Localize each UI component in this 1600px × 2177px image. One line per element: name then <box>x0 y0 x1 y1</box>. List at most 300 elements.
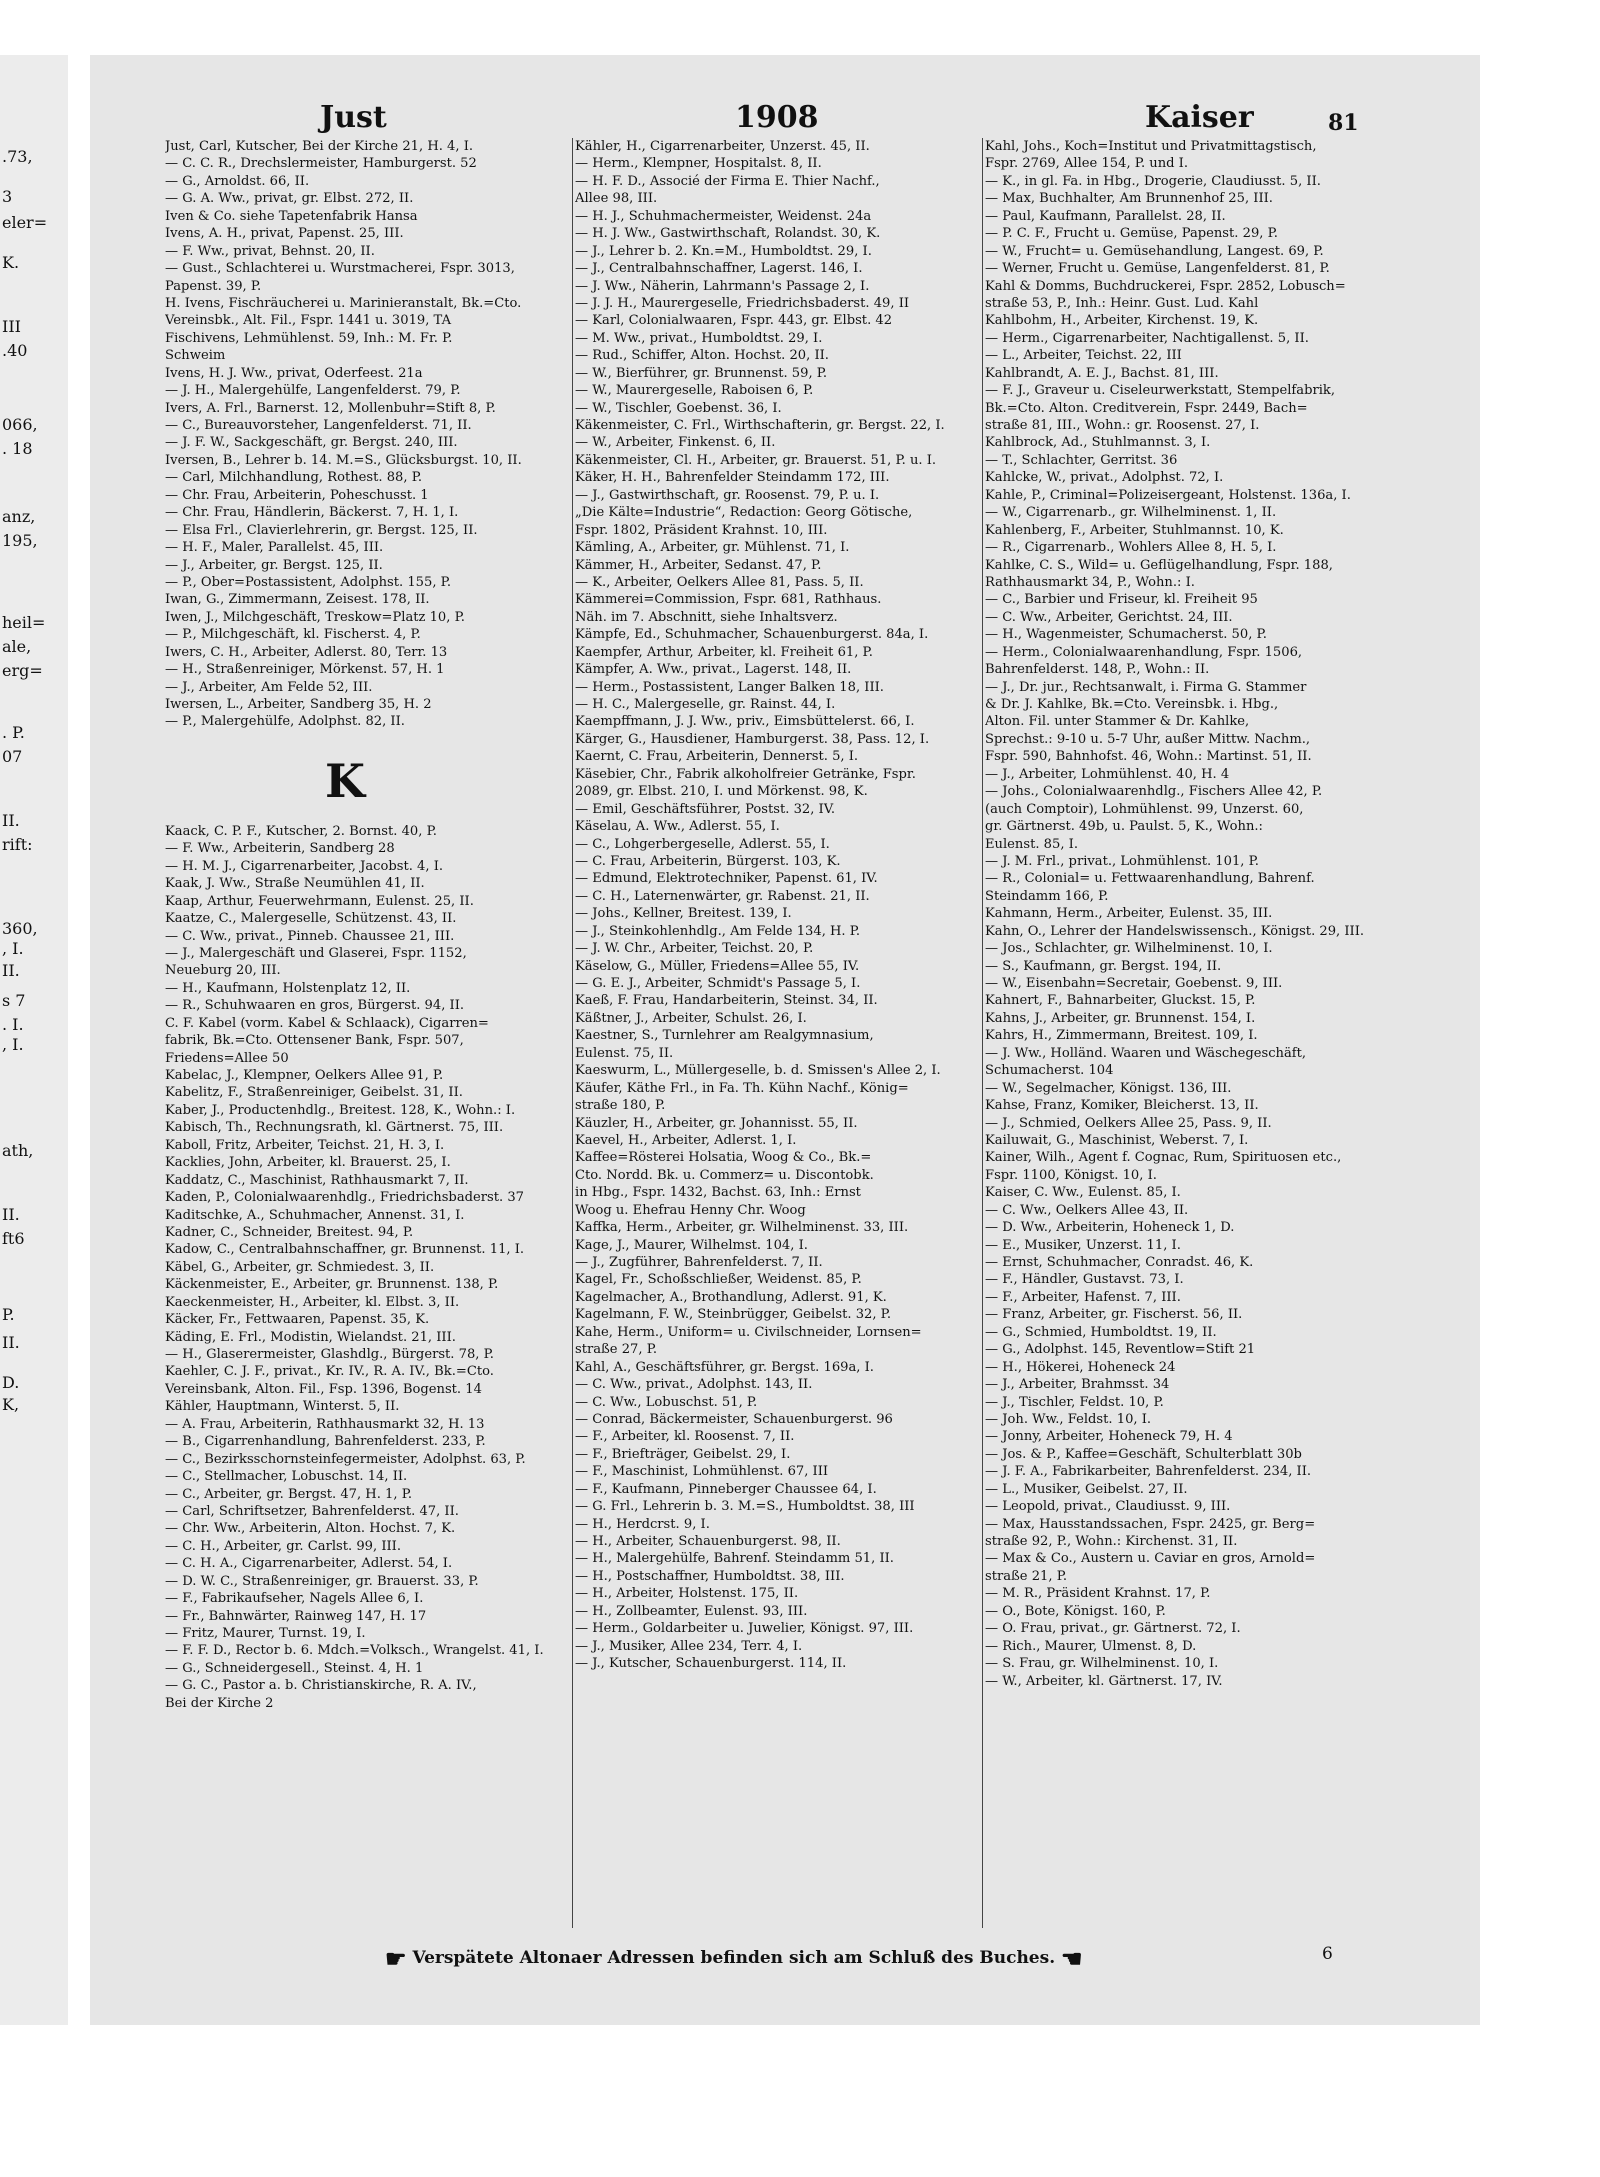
directory-entry: — S. Frau, gr. Wilhelminenst. 10, I. <box>985 1656 1219 1672</box>
directory-entry: — Werner, Frucht u. Gemüse, Langenfelderst. 81, P. <box>985 261 1330 277</box>
directory-entry: — J. W. Chr., Arbeiter, Teichst. 20, P. <box>575 941 814 957</box>
directory-entry: Kahns, J., Arbeiter, gr. Brunnenst. 154, I. <box>985 1010 1256 1026</box>
directory-entry: gr. Gärtnerst. 49b, u. Paulst. 5, K., Wohn.: <box>985 819 1263 835</box>
directory-entry: — W., Segelmacher, Königst. 136, III. <box>985 1080 1232 1096</box>
directory-entry: Bei der Kirche 2 <box>165 1695 274 1711</box>
directory-entry: — P. C. F., Frucht u. Gemüse, Papenst. 29, P. <box>985 226 1278 242</box>
directory-entry: — Paul, Kaufmann, Parallelst. 28, II. <box>985 208 1226 224</box>
directory-entry: — C. Frau, Arbeiterin, Bürgerst. 103, K. <box>575 853 841 869</box>
directory-entry: Ivens, A. H., privat, Papenst. 25, III. <box>165 226 404 242</box>
margin-fragment: , I. <box>2 1035 24 1054</box>
directory-entry: Käselow, G., Müller, Friedens=Allee 55, IV. <box>575 958 860 974</box>
directory-entry: straße 27, P. <box>575 1342 658 1358</box>
margin-fragment: , I. <box>2 939 24 958</box>
margin-fragment: ale, <box>2 637 32 656</box>
directory-entry: Vereinsbank, Alton. Fil., Fsp. 1396, Bogenst. 14 <box>165 1381 482 1397</box>
directory-entry: — K., in gl. Fa. in Hbg., Drogerie, Claudiusst. 5, II. <box>985 173 1321 189</box>
margin-fragment: erg= <box>2 661 43 680</box>
directory-entry: — F. J., Graveur u. Ciseleurwerkstatt, Stempelfabrik, <box>985 383 1336 399</box>
directory-entry: — Jonny, Arbeiter, Hoheneck 79, H. 4 <box>985 1429 1233 1445</box>
directory-entry: Vereinsbk., Alt. Fil., Fspr. 1441 u. 3019, TA <box>165 313 452 329</box>
directory-entry: — Chr. Ww., Arbeiterin, Alton. Hochst. 7, K. <box>165 1521 456 1537</box>
directory-entry: 2089, gr. Elbst. 210, I. und Mörkenst. 98, K. <box>575 784 868 800</box>
directory-entry: straße 21, P. <box>985 1568 1068 1584</box>
directory-entry: Käkenmeister, C. Frl., Wirthschafterin, gr. Bergst. 22, I. <box>575 418 945 433</box>
directory-entry: Kahlke, C. S., Wild= u. Geflügelhandlung, Fspr. 188, <box>985 557 1333 573</box>
directory-entry: — Herm., Postassistent, Langer Balken 18, III. <box>575 679 884 695</box>
directory-entry: — H. J., Schuhmachermeister, Weidenst. 24a <box>575 208 872 224</box>
directory-entry: — G. C., Pastor a. b. Christianskirche, R. A. IV., <box>165 1678 477 1694</box>
directory-entry: — E., Musiker, Unzerst. 11, I. <box>985 1237 1181 1253</box>
directory-entry: Papenst. 39, P. <box>165 278 262 294</box>
directory-entry: — H., Straßenreiniger, Mörkenst. 57, H. 1 <box>165 662 445 678</box>
margin-fragment: 195, <box>2 531 38 550</box>
directory-entry: Käufer, Käthe Frl., in Fa. Th. Kühn Nachf., König= <box>575 1080 909 1096</box>
directory-entry: Ivens, H. J. Ww., privat, Oderfeest. 21a <box>165 365 423 381</box>
directory-entry: — G., Adolphst. 145, Reventlow=Stift 21 <box>985 1342 1256 1358</box>
directory-entry: — C. Ww., Oelkers Allee 43, II. <box>985 1202 1189 1218</box>
directory-entry: Kagel, Fr., Schoßschließer, Weidenst. 85, P. <box>575 1272 862 1288</box>
directory-entry: Kage, J., Maurer, Wilhelmst. 104, I. <box>575 1237 808 1253</box>
directory-entry: Kaempfer, Arthur, Arbeiter, kl. Freiheit 61, P. <box>575 644 873 660</box>
directory-entry: — Rud., Schiffer, Alton. Hochst. 20, II. <box>575 348 829 364</box>
directory-entry: Iversen, B., Lehrer b. 14. M.=S., Glücksburgst. 10, II. <box>165 452 522 468</box>
directory-entry: Kaevel, H., Arbeiter, Adlerst. 1, I. <box>575 1132 797 1148</box>
directory-entry: — R., Colonial= u. Fettwaarenhandlung, Bahrenf. <box>985 871 1315 887</box>
margin-fragment: heil= <box>2 613 46 632</box>
directory-entry: & Dr. J. Kahlke, Bk.=Cto. Vereinsbk. i. Hbg., <box>985 697 1279 712</box>
directory-entry: Rathhausmarkt 34, P., Wohn.: I. <box>985 574 1195 590</box>
directory-entry: Kaeß, F. Frau, Handarbeiterin, Steinst. 34, II. <box>575 993 878 1009</box>
directory-entry: — Herm., Cigarrenarbeiter, Nachtigallenst. 5, II. <box>985 330 1309 346</box>
directory-entry: — D. W. C., Straßenreiniger, gr. Brauerst. 33, P. <box>165 1573 479 1589</box>
running-head-right: Kaiser <box>1145 100 1254 135</box>
directory-entry: Kainer, Wilh., Agent f. Cognac, Rum, Spirituosen etc., <box>985 1150 1342 1166</box>
directory-entry: — R., Schuhwaaren en gros, Bürgerst. 94, II. <box>165 998 465 1014</box>
margin-fragment: . I. <box>2 1015 24 1034</box>
year-heading: 1908 <box>735 100 819 135</box>
directory-entry: Kaden, P., Colonialwaarenhdlg., Friedrichsbaderst. 37 <box>165 1190 524 1206</box>
margin-fragment: 07 <box>2 747 23 766</box>
directory-entry: (auch Comptoir), Lohmühlenst. 99, Unzerst. 60, <box>985 801 1304 817</box>
directory-entry: Kaack, C. P. F., Kutscher, 2. Bornst. 40, P. <box>165 823 437 839</box>
directory-entry: — Edmund, Elektrotechniker, Papenst. 61, IV. <box>575 871 878 887</box>
directory-entry: Kabelac, J., Klempner, Oelkers Allee 91, P. <box>165 1068 444 1083</box>
directory-entry: — H., Herdcrst. 9, I. <box>575 1516 710 1532</box>
directory-entry: Kagelmacher, A., Brothandlung, Adlerst. 91, K. <box>575 1289 887 1305</box>
directory-entry: Kaffee=Rösterei Holsatia, Woog & Co., Bk.= <box>575 1150 872 1166</box>
directory-entry: — Johs., Kellner, Breitest. 139, I. <box>575 906 792 922</box>
directory-entry: Kaffka, Herm., Arbeiter, gr. Wilhelminenst. 33, III. <box>575 1220 909 1236</box>
section-letter: K <box>325 753 365 808</box>
directory-entry: — J., Arbeiter, Brahmsst. 34 <box>985 1377 1170 1393</box>
directory-entry: Käker, H. H., Bahrenfelder Steindamm 172, III. <box>575 470 890 486</box>
directory-entry: Käkenmeister, Cl. H., Arbeiter, gr. Brauerst. 51, P. u. I. <box>575 452 937 468</box>
directory-entry: Käding, E. Frl., Modistin, Wielandst. 21, III. <box>165 1329 456 1345</box>
directory-entry: — W., Tischler, Goebenst. 36, I. <box>575 400 782 416</box>
directory-entry: Schweim <box>165 348 226 364</box>
directory-entry: Kaehler, C. J. F., privat., Kr. IV., R. A. IV., Bk.=Cto. <box>165 1364 494 1380</box>
directory-entry: H. Ivens, Fischräucherei u. Marinieranstalt, Bk.=Cto. <box>165 295 522 311</box>
directory-entry: — F., Händler, Gustavst. 73, I. <box>985 1272 1184 1288</box>
directory-entry: Allee 98, III. <box>575 191 658 207</box>
directory-entry: Friedens=Allee 50 <box>165 1050 289 1066</box>
column-1 <box>165 138 565 1928</box>
directory-entry: — A. Frau, Arbeiterin, Rathhausmarkt 32, H. 13 <box>165 1416 485 1432</box>
directory-entry: — G., Schneidergesell., Steinst. 4, H. 1 <box>165 1660 424 1676</box>
directory-entry: — F., Kaufmann, Pinneberger Chaussee 64, I. <box>575 1481 877 1497</box>
directory-entry: Kaber, J., Productenhdlg., Breitest. 128, K., Wohn.: I. <box>165 1102 516 1118</box>
margin-fragment: .40 <box>2 341 28 360</box>
directory-entry: — Franz, Arbeiter, gr. Fischerst. 56, II. <box>985 1307 1243 1323</box>
directory-entry: — J., Arbeiter, gr. Bergst. 125, II. <box>165 557 383 573</box>
directory-entry: Kaap, Arthur, Feuerwehrmann, Eulenst. 25, II. <box>165 893 474 909</box>
directory-entry: — H. F. D., Associé der Firma E. Thier Nachf., <box>575 173 880 189</box>
column-divider <box>982 138 983 1928</box>
directory-entry: — Leopold, privat., Claudiusst. 9, III. <box>985 1499 1231 1515</box>
margin-fragment: II. <box>2 811 20 830</box>
directory-entry: — Karl, Colonialwaaren, Fspr. 443, gr. Elbst. 42 <box>575 313 893 329</box>
directory-entry: — J., Kutscher, Schauenburgerst. 114, II. <box>575 1656 847 1672</box>
directory-entry: — J., Tischler, Feldst. 10, P. <box>985 1394 1164 1410</box>
margin-fragment: 066, <box>2 415 38 434</box>
directory-entry: — Max, Hausstandssachen, Fspr. 2425, gr. Berg= <box>985 1516 1316 1532</box>
pointing-hand-left-icon: ☚ <box>1061 1944 1083 1973</box>
directory-entry: — H., Postschaffner, Humboldtst. 38, III. <box>575 1568 845 1584</box>
directory-entry: Kaatze, C., Malergeselle, Schützenst. 43, II. <box>165 911 457 927</box>
directory-entry: — C. H. A., Cigarrenarbeiter, Adlerst. 54, I. <box>165 1556 453 1572</box>
directory-entry: — P., Ober=Postassistent, Adolphst. 155, P. <box>165 574 451 590</box>
directory-entry: Kadow, C., Centralbahnschaffner, gr. Brunnenst. 11, I. <box>165 1242 525 1258</box>
directory-entry: — Rich., Maurer, Ulmenst. 8, D. <box>985 1638 1197 1654</box>
directory-entry: — W., Maurergeselle, Raboisen 6, P. <box>575 383 814 399</box>
directory-entry: Kaeckenmeister, H., Arbeiter, kl. Elbst. 3, II. <box>165 1294 460 1310</box>
margin-fragment: anz, <box>2 507 36 526</box>
directory-entry: — Max, Buchhalter, Am Brunnenhof 25, III. <box>985 191 1273 207</box>
directory-entry: Kämling, A., Arbeiter, gr. Mühlenst. 71, I. <box>575 540 850 556</box>
directory-entry: — J. Ww., Holländ. Waaren und Wäschegeschäft, <box>985 1045 1307 1061</box>
directory-entry: — F. F. D., Rector b. 6. Mdch.=Volksch., Wrangelst. 41, I. <box>165 1643 544 1659</box>
directory-entry: — W., Eisenbahn=Secretair, Goebenst. 9, III. <box>985 976 1283 991</box>
directory-entry: Kahlbrandt, A. E. J., Bachst. 81, III. <box>985 365 1219 381</box>
margin-fragment: P. <box>2 1305 15 1324</box>
directory-entry: Kaestner, S., Turnlehrer am Realgymnasium, <box>575 1028 874 1044</box>
directory-entry: — D. Ww., Arbeiterin, Hoheneck 1, D. <box>985 1220 1235 1236</box>
directory-entry: — J. M. Frl., privat., Lohmühlenst. 101, P. <box>985 853 1259 869</box>
directory-entry: — C., Stellmacher, Lobuschst. 14, II. <box>165 1469 408 1485</box>
directory-entry: Kahlenberg, F., Arbeiter, Stuhlmannst. 10, K. <box>985 522 1284 538</box>
directory-entry: — Herm., Klempner, Hospitalst. 8, II. <box>575 156 822 172</box>
directory-entry: — S., Kaufmann, gr. Bergst. 194, II. <box>985 958 1222 974</box>
margin-fragment: eler= <box>2 213 48 232</box>
footer-text: Verspätete Altonaer Adressen befinden sich am Schluß des Buches. <box>412 1948 1056 1968</box>
column-2 <box>575 138 975 1928</box>
directory-entry: — Fritz, Maurer, Turnst. 19, I. <box>165 1626 366 1641</box>
directory-entry: — G. Frl., Lehrerin b. 3. M.=S., Humboldtst. 38, III <box>575 1499 915 1515</box>
directory-entry: — G. E. J., Arbeiter, Schmidt's Passage 5, I. <box>575 976 861 991</box>
directory-entry: Kähler, Hauptmann, Winterst. 5, II. <box>165 1399 400 1415</box>
directory-entry: — Herm., Colonialwaarenhandlung, Fspr. 1506, <box>985 644 1303 660</box>
directory-entry: — C. C. R., Drechslermeister, Hamburgerst. 52 <box>165 156 477 172</box>
directory-entry: Kaempffmann, J. J. Ww., priv., Eimsbüttelerst. 66, I. <box>575 714 915 730</box>
margin-fragment: . P. <box>2 723 25 742</box>
directory-entry: Kabelitz, F., Straßenreiniger, Geibelst. 31, II. <box>165 1085 463 1101</box>
directory-entry: — J. F. W., Sackgeschäft, gr. Bergst. 240, III. <box>165 435 458 451</box>
directory-entry: C. F. Kabel (vorm. Kabel & Schlaack), Cigarren= <box>165 1015 489 1031</box>
directory-entry: — K., Arbeiter, Oelkers Allee 81, Pass. 5, II. <box>575 574 864 590</box>
directory-entry: Eulenst. 75, II. <box>575 1045 674 1061</box>
directory-entry: — C. Ww., privat., Adolphst. 143, II. <box>575 1377 813 1393</box>
directory-entry: — F., Briefträger, Geibelst. 29, I. <box>575 1446 791 1462</box>
directory-entry: Käsebier, Chr., Fabrik alkoholfreier Getränke, Fspr. <box>575 766 916 782</box>
directory-entry: — J., Lehrer b. 2. Kn.=M., Humboldtst. 29, I. <box>575 243 872 259</box>
directory-entry: Fspr. 590, Bahnhofst. 46, Wohn.: Martinst. 51, II. <box>985 749 1312 765</box>
directory-entry: — J., Arbeiter, Am Felde 52, III. <box>165 679 373 695</box>
directory-entry: — G., Arnoldst. 66, II. <box>165 173 310 189</box>
directory-entry: — J., Gastwirthschaft, gr. Roosenst. 79, P. u. I. <box>575 487 880 503</box>
directory-entry: Cto. Nordd. Bk. u. Commerz= u. Discontobk. <box>575 1167 874 1183</box>
directory-entry: straße 81, III., Wohn.: gr. Roosenst. 27, I. <box>985 418 1260 433</box>
directory-entry: — H., Hökerei, Hoheneck 24 <box>985 1359 1176 1375</box>
directory-entry: — F., Fabrikaufseher, Nagels Allee 6, I. <box>165 1591 424 1607</box>
directory-entry: — C. H., Laternenwärter, gr. Rabenst. 21, II. <box>575 888 870 904</box>
directory-entry: — C., Bezirksschornsteinfegermeister, Adolphst. 63, P. <box>165 1451 526 1467</box>
directory-entry: — J., Schmied, Oelkers Allee 25, Pass. 9, II. <box>985 1115 1272 1131</box>
directory-entry: — Elsa Frl., Clavierlehrerin, gr. Bergst. 125, II. <box>165 522 478 538</box>
directory-entry: — O. Frau, privat., gr. Gärtnerst. 72, I. <box>985 1621 1241 1637</box>
directory-entry: — R., Cigarrenarb., Wohlers Allee 8, H. 5, I. <box>985 540 1277 556</box>
margin-fragment: ath, <box>2 1141 34 1160</box>
directory-entry: Iwersen, L., Arbeiter, Sandberg 35, H. 2 <box>165 697 432 712</box>
directory-entry: Käckenmeister, E., Arbeiter, gr. Brunnenst. 138, P. <box>165 1277 499 1293</box>
directory-entry: — J. Ww., Näherin, Lahrmann's Passage 2, I. <box>575 278 870 294</box>
directory-entry: Kagelmann, F. W., Steinbrügger, Geibelst. 32, P. <box>575 1307 891 1323</box>
directory-entry: — Chr. Frau, Arbeiterin, Poheschusst. 1 <box>165 487 429 503</box>
directory-entry: Eulenst. 85, I. <box>985 836 1078 852</box>
directory-entry: — C. H., Arbeiter, gr. Carlst. 99, III. <box>165 1538 401 1554</box>
directory-entry: Kahle, P., Criminal=Polizeisergeant, Holstenst. 136a, I. <box>985 487 1351 503</box>
directory-entry: Käßtner, J., Arbeiter, Schulst. 26, I. <box>575 1010 807 1026</box>
directory-entry: Iwan, G., Zimmermann, Zeisest. 178, II. <box>165 592 430 608</box>
directory-entry: — H. F., Maler, Parallelst. 45, III. <box>165 540 384 556</box>
directory-entry: — Fr., Bahnwärter, Rainweg 147, H. 17 <box>165 1608 427 1624</box>
directory-entry: — Max & Co., Austern u. Caviar en gros, Arnold= <box>985 1551 1316 1567</box>
directory-entry: Kahn, O., Lehrer der Handelswissensch., Königst. 29, III. <box>985 923 1365 939</box>
directory-entry: Kähler, H., Cigarrenarbeiter, Unzerst. 45, II. <box>575 139 870 154</box>
directory-entry: — Gust., Schlachterei u. Wurstmacherei, Fspr. 3013, <box>165 261 515 277</box>
directory-entry: Kahse, Franz, Komiker, Bleicherst. 13, II. <box>985 1098 1259 1114</box>
directory-entry: — J. F. A., Fabrikarbeiter, Bahrenfelderst. 234, II. <box>985 1464 1312 1480</box>
directory-entry: Kämmerei=Commission, Fspr. 681, Rathhaus. <box>575 592 882 608</box>
directory-entry: — B., Cigarrenhandlung, Bahrenfelderst. 233, P. <box>165 1434 486 1450</box>
running-head-left: Just <box>320 100 387 135</box>
directory-entry: Kämpfer, A. Ww., privat., Lagerst. 148, II. <box>575 662 852 678</box>
directory-entry: Kaboll, Fritz, Arbeiter, Teichst. 21, H. 3, I. <box>165 1137 445 1153</box>
pointing-hand-icon: ☛ <box>385 1944 407 1973</box>
directory-entry: — L., Musiker, Geibelst. 27, II. <box>985 1481 1188 1497</box>
directory-entry: Kadner, C., Schneider, Breitest. 94, P. <box>165 1224 414 1240</box>
directory-entry: — C., Bureauvorsteher, Langenfelderst. 71, II. <box>165 418 472 433</box>
directory-entry: Kahlbohm, H., Arbeiter, Kirchenst. 19, K. <box>985 313 1259 329</box>
directory-entry: Fspr. 2769, Allee 154, P. und I. <box>985 156 1189 172</box>
directory-entry: — C., Lohgerbergeselle, Adlerst. 55, I. <box>575 836 830 852</box>
margin-fragment: D. <box>2 1373 20 1392</box>
margin-fragment: II. <box>2 961 20 980</box>
margin-fragment: .73, <box>2 147 33 166</box>
directory-entry: Kahl, A., Geschäftsführer, gr. Bergst. 169a, I. <box>575 1359 874 1375</box>
directory-entry: — Jos. & P., Kaffee=Geschäft, Schulterblatt 30b <box>985 1446 1302 1462</box>
directory-entry: — H., Malergehülfe, Bahrenf. Steindamm 51, II. <box>575 1551 894 1567</box>
directory-entry: — J., Steinkohlenhdlg., Am Felde 134, H. P. <box>575 923 861 939</box>
directory-entry: Näh. im 7. Abschnitt, siehe Inhaltsverz. <box>575 609 838 625</box>
directory-entry: — Joh. Ww., Feldst. 10, I. <box>985 1411 1152 1427</box>
directory-entry: Kaddatz, C., Maschinist, Rathhausmarkt 7, II. <box>165 1172 469 1188</box>
directory-entry: Kaditschke, A., Schuhmacher, Annenst. 31, I. <box>165 1207 465 1223</box>
directory-entry: Fspr. 1802, Präsident Krahnst. 10, III. <box>575 522 828 538</box>
directory-entry: — Emil, Geschäftsführer, Postst. 32, IV. <box>575 801 836 817</box>
margin-fragment: III <box>2 317 21 336</box>
directory-entry: Kabisch, Th., Rechnungsrath, kl. Gärtnerst. 75, III. <box>165 1120 504 1136</box>
directory-entry: Käuzler, H., Arbeiter, gr. Johannisst. 55, II. <box>575 1115 858 1131</box>
directory-entry: Iven & Co. siehe Tapetenfabrik Hansa <box>165 208 418 224</box>
directory-entry: — F., Maschinist, Lohmühlenst. 67, III <box>575 1464 829 1480</box>
directory-entry: — Carl, Milchhandlung, Rothest. 88, P. <box>165 470 423 486</box>
margin-fragment: K, <box>2 1395 20 1414</box>
directory-entry: — Herm., Goldarbeiter u. Juwelier, Königst. 97, III. <box>575 1621 914 1637</box>
margin-fragment: s 7 <box>2 991 26 1010</box>
directory-entry: Kahrs, H., Zimmermann, Breitest. 109, I. <box>985 1028 1258 1044</box>
directory-entry: Schumacherst. 104 <box>985 1063 1114 1079</box>
directory-entry: Bk.=Cto. Alton. Creditverein, Fspr. 2449, Bach= <box>985 400 1308 416</box>
directory-entry: — Jos., Schlachter, gr. Wilhelminenst. 10, I. <box>985 941 1273 957</box>
directory-entry: Fischivens, Lehmühlenst. 59, Inh.: M. Fr. P. <box>165 330 453 346</box>
margin-fragment: rift: <box>2 835 33 854</box>
margin-fragment: ft6 <box>2 1229 25 1248</box>
margin-fragment: . 18 <box>2 439 33 458</box>
directory-entry: — Johs., Colonialwaarenhdlg., Fischers Allee 42, P. <box>985 784 1323 800</box>
directory-entry: straße 180, P. <box>575 1098 666 1114</box>
directory-entry: — G. A. Ww., privat, gr. Elbst. 272, II. <box>165 191 414 207</box>
directory-entry: — H., Arbeiter, Schauenburgerst. 98, II. <box>575 1534 841 1549</box>
directory-entry: — W., Frucht= u. Gemüsehandlung, Langest. 69, P. <box>985 243 1324 259</box>
page-signature: 6 <box>1322 1944 1333 1964</box>
directory-entry: — H. J. Ww., Gastwirthschaft, Rolandst. 30, K. <box>575 226 881 242</box>
margin-fragment: K. <box>2 253 20 272</box>
directory-entry: — F. Ww., privat, Behnst. 20, II. <box>165 243 375 259</box>
directory-entry: Fspr. 1100, Königst. 10, I. <box>985 1167 1157 1183</box>
directory-entry: — O., Bote, Königst. 160, P. <box>985 1603 1166 1619</box>
directory-entry: Kaak, J. Ww., Straße Neumühlen 41, II. <box>165 876 425 892</box>
directory-entry: — T., Schlachter, Gerritst. 36 <box>985 452 1178 468</box>
directory-entry: Iwers, C. H., Arbeiter, Adlerst. 80, Terr. 13 <box>165 644 448 660</box>
directory-entry: — H., Arbeiter, Holstenst. 175, II. <box>575 1586 799 1602</box>
directory-entry: in Hbg., Fspr. 1432, Bachst. 63, Inh.: Ernst <box>575 1185 861 1201</box>
directory-entry: Just, Carl, Kutscher, Bei der Kirche 21, H. 4, I. <box>165 139 474 154</box>
directory-entry: straße 92, P., Wohn.: Kirchenst. 31, II. <box>985 1534 1238 1549</box>
directory-entry: — W., Arbeiter, kl. Gärtnerst. 17, IV. <box>985 1673 1223 1689</box>
directory-entry: Kacklies, John, Arbeiter, kl. Brauerst. 25, I. <box>165 1155 451 1171</box>
directory-entry: — Ernst, Schuhmacher, Conradst. 46, K. <box>985 1255 1254 1270</box>
directory-entry: — J. H., Malergehülfe, Langenfelderst. 79, P. <box>165 383 461 399</box>
directory-entry: Kahlbrock, Ad., Stuhlmannst. 3, I. <box>985 435 1211 451</box>
directory-entry: — H., Glaserermeister, Glashdlg., Bürgerst. 78, P. <box>165 1347 494 1362</box>
directory-entry: Käbel, G., Arbeiter, gr. Schmiedest. 3, II. <box>165 1259 435 1275</box>
footer-note <box>385 1944 1083 1973</box>
directory-entry: Bahrenfelderst. 148, P., Wohn.: II. <box>985 662 1210 678</box>
directory-entry: Kärger, G., Hausdiener, Hamburgerst. 38, Pass. 12, I. <box>575 731 930 747</box>
directory-entry: Kaernt, C. Frau, Arbeiterin, Dennerst. 5, I. <box>575 749 859 765</box>
directory-entry: Kahmann, Herm., Arbeiter, Eulenst. 35, III. <box>985 906 1273 922</box>
directory-entry: — J., Zugführer, Bahrenfelderst. 7, II. <box>575 1255 823 1270</box>
margin-fragment: 360, <box>2 919 38 938</box>
directory-entry: Ivers, A. Frl., Barnerst. 12, Mollenbuhr=Stift 8, P. <box>165 400 496 416</box>
directory-entry: Neueburg 20, III. <box>165 963 281 979</box>
column-divider <box>572 138 573 1928</box>
directory-entry: — G., Schmied, Humboldtst. 19, II. <box>985 1324 1217 1340</box>
margin-fragment: II. <box>2 1205 20 1224</box>
directory-entry: — C. Ww., Lobuschst. 51, P. <box>575 1394 758 1410</box>
directory-entry: Steindamm 166, P. <box>985 888 1109 904</box>
directory-entry: — W., Arbeiter, Finkenst. 6, II. <box>575 435 776 451</box>
directory-entry: Käselau, A. Ww., Adlerst. 55, I. <box>575 819 780 835</box>
directory-entry: — J., Arbeiter, Lohmühlenst. 40, H. 4 <box>985 766 1230 782</box>
directory-entry: — J., Musiker, Allee 234, Terr. 4, I. <box>575 1638 803 1654</box>
column-3 <box>985 138 1385 1928</box>
directory-entry: Iwen, J., Milchgeschäft, Treskow=Platz 10, P. <box>165 609 465 625</box>
directory-entry: — L., Arbeiter, Teichst. 22, III <box>985 348 1182 364</box>
page-number: 81 <box>1328 110 1359 136</box>
directory-entry: Kahl, Johs., Koch=Institut und Privatmittagstisch, <box>985 139 1317 154</box>
directory-entry: Kämmer, H., Arbeiter, Sedanst. 47, P. <box>575 557 822 573</box>
directory-entry: — W., Cigarrenarb., gr. Wilhelminenst. 1, II. <box>985 505 1277 521</box>
directory-entry: — P., Milchgeschäft, kl. Fischerst. 4, P. <box>165 627 421 643</box>
directory-entry: — H. C., Malergeselle, gr. Rainst. 44, I. <box>575 697 836 712</box>
directory-entry: — M. Ww., privat., Humboldtst. 29, I. <box>575 330 823 346</box>
directory-entry: Kaiser, C. Ww., Eulenst. 85, I. <box>985 1185 1181 1201</box>
directory-entry: — J., Dr. jur., Rechtsanwalt, i. Firma G. Stammer <box>985 679 1307 695</box>
directory-entry: Kaeswurm, L., Müllergeselle, b. d. Smissen's Allee 2, I. <box>575 1063 941 1079</box>
margin-fragment: II. <box>2 1333 20 1352</box>
directory-entry: — C. Ww., Arbeiter, Gerichtst. 24, III. <box>985 609 1233 625</box>
directory-entry: — Chr. Frau, Händlerin, Bäckerst. 7, H. 1, I. <box>165 505 459 521</box>
directory-entry: Kahl & Domms, Buchdruckerei, Fspr. 2852, Lobusch= <box>985 278 1346 294</box>
directory-entry: Kahnert, F., Bahnarbeiter, Gluckst. 15, P. <box>985 993 1256 1009</box>
directory-entry: — J., Malergeschäft und Glaserei, Fspr. 1152, <box>165 945 467 961</box>
directory-entry: — C., Arbeiter, gr. Bergst. 47, H. 1, P. <box>165 1486 413 1502</box>
directory-entry: — H., Zollbeamter, Eulenst. 93, III. <box>575 1603 808 1619</box>
directory-entry: Woog u. Ehefrau Henny Chr. Woog <box>575 1202 806 1218</box>
directory-entry: Käcker, Fr., Fettwaaren, Papenst. 35, K. <box>165 1312 430 1328</box>
directory-entry: — M. R., Präsident Krahnst. 17, P. <box>985 1586 1211 1602</box>
directory-entry: — J., Centralbahnschaffner, Lagerst. 146, I. <box>575 261 863 277</box>
directory-entry: Kahe, Herm., Uniform= u. Civilschneider, Lornsen= <box>575 1324 922 1340</box>
directory-entry: — W., Bierführer, gr. Brunnenst. 59, P. <box>575 365 828 381</box>
directory-entry: Kailuwait, G., Maschinist, Weberst. 7, I. <box>985 1132 1249 1148</box>
directory-entry: fabrik, Bk.=Cto. Ottensener Bank, Fspr. 507, <box>165 1033 464 1049</box>
directory-entry: — F., Arbeiter, kl. Roosenst. 7, II. <box>575 1429 795 1445</box>
adjacent-page-margin <box>0 55 68 2025</box>
directory-entry: — Carl, Schriftsetzer, Bahrenfelderst. 47, II. <box>165 1503 459 1519</box>
directory-entry: — F. Ww., Arbeiterin, Sandberg 28 <box>165 841 395 857</box>
directory-entry: Kahlcke, W., privat., Adolphst. 72, I. <box>985 470 1224 486</box>
margin-fragment: 3 <box>2 187 13 206</box>
directory-entry: — J. J. H., Maurergeselle, Friedrichsbaderst. 49, II <box>575 295 910 311</box>
directory-entry: — C., Barbier und Friseur, kl. Freiheit 95 <box>985 592 1258 608</box>
directory-entry: — H. M. J., Cigarrenarbeiter, Jacobst. 4, I. <box>165 858 444 874</box>
directory-entry: straße 53, P., Inh.: Heinr. Gust. Lud. Kahl <box>985 295 1259 311</box>
directory-entry: — H., Wagenmeister, Schumacherst. 50, P. <box>985 627 1267 643</box>
directory-entry: Kämpfe, Ed., Schuhmacher, Schauenburgerst. 84a, I. <box>575 627 929 643</box>
